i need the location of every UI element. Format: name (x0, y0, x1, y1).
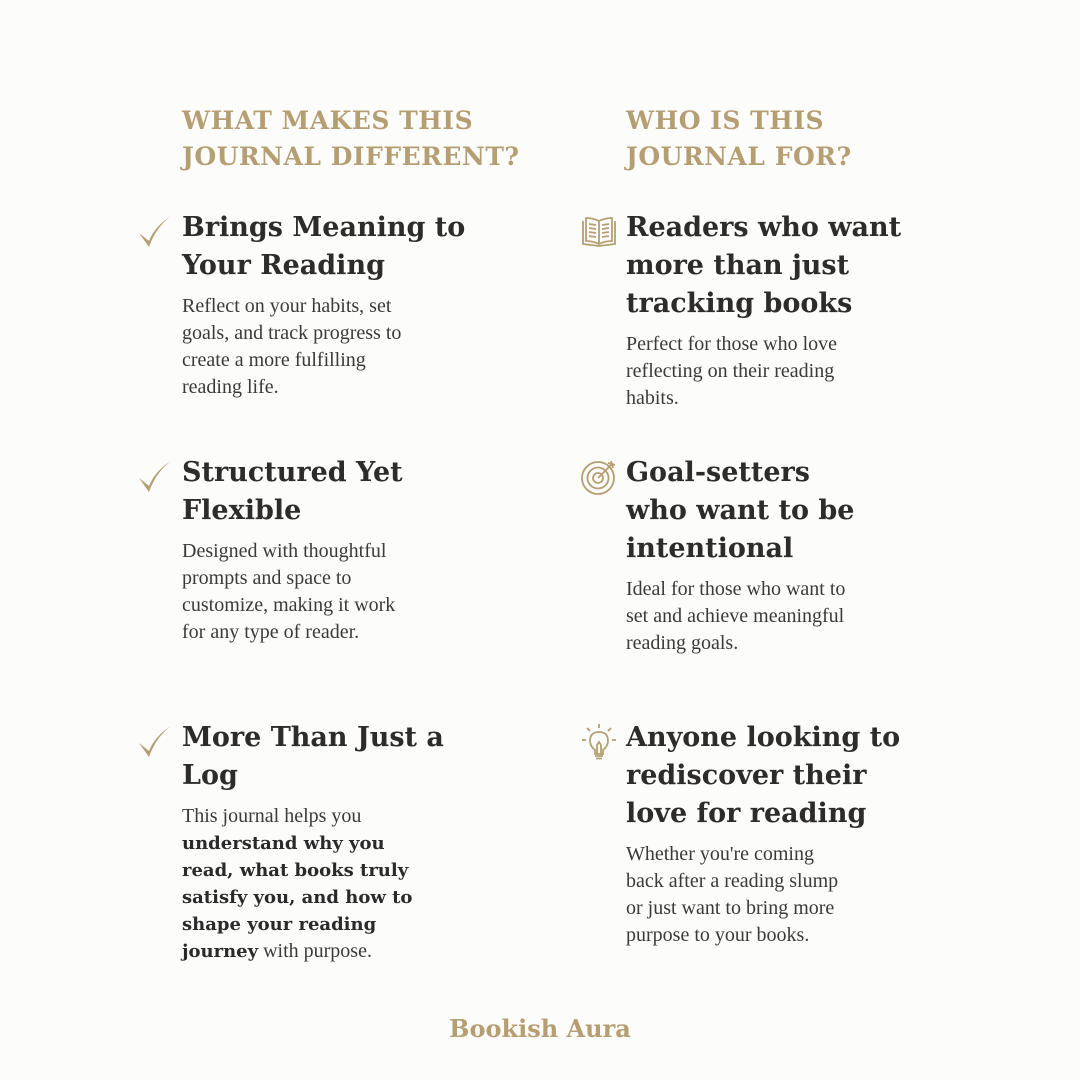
audience-heading: Goal-setters who want to be intentional (626, 457, 855, 564)
feature-item (182, 719, 472, 965)
brand-name: Bookish Aura (449, 1014, 631, 1043)
checkmark-icon (136, 213, 174, 251)
target-icon (580, 458, 618, 496)
audience-description: Perfect for those who love reflecting on their reading habits. (626, 333, 838, 409)
audience-description: Ideal for those who want to set and achieve meaningful reading goals. (626, 578, 846, 654)
feature-heading: More Than Just a Log (182, 722, 444, 791)
checkmark-icon (136, 723, 174, 761)
feature-item (182, 209, 472, 401)
lightbulb-icon (580, 723, 618, 761)
feature-description: Designed with thoughtful prompts and space to customize, making it work for any type of reader. (182, 540, 396, 643)
feature-description: Reflect on your habits, set goals, and track progress to create a more fulfilling reading life. (182, 295, 402, 398)
audience-heading: Anyone looking to rediscover their love for reading (626, 722, 901, 829)
left-column-title: WHAT MAKES THIS JOURNAL DIFFERENT? (182, 106, 520, 171)
right-column-title: WHO IS THIS JOURNAL FOR? (626, 106, 852, 171)
audience-description: Whether you're coming back after a reading slump or just want to bring more purpose to your books. (626, 843, 839, 946)
feature-heading: Brings Meaning to Your Reading (182, 212, 466, 281)
feature-item (182, 454, 472, 646)
audience-item (626, 209, 916, 412)
checkmark-icon (136, 458, 174, 496)
feature-heading: Structured Yet Flexible (182, 457, 403, 526)
audience-heading: Readers who want more than just tracking books (626, 212, 902, 319)
audience-item (626, 719, 916, 949)
open-book-icon (580, 213, 618, 251)
feature-description: This journal helps you understand why you read, what books truly satisfy you, and how to shape your reading journey with purpose. (182, 805, 413, 962)
audience-item (626, 454, 916, 657)
